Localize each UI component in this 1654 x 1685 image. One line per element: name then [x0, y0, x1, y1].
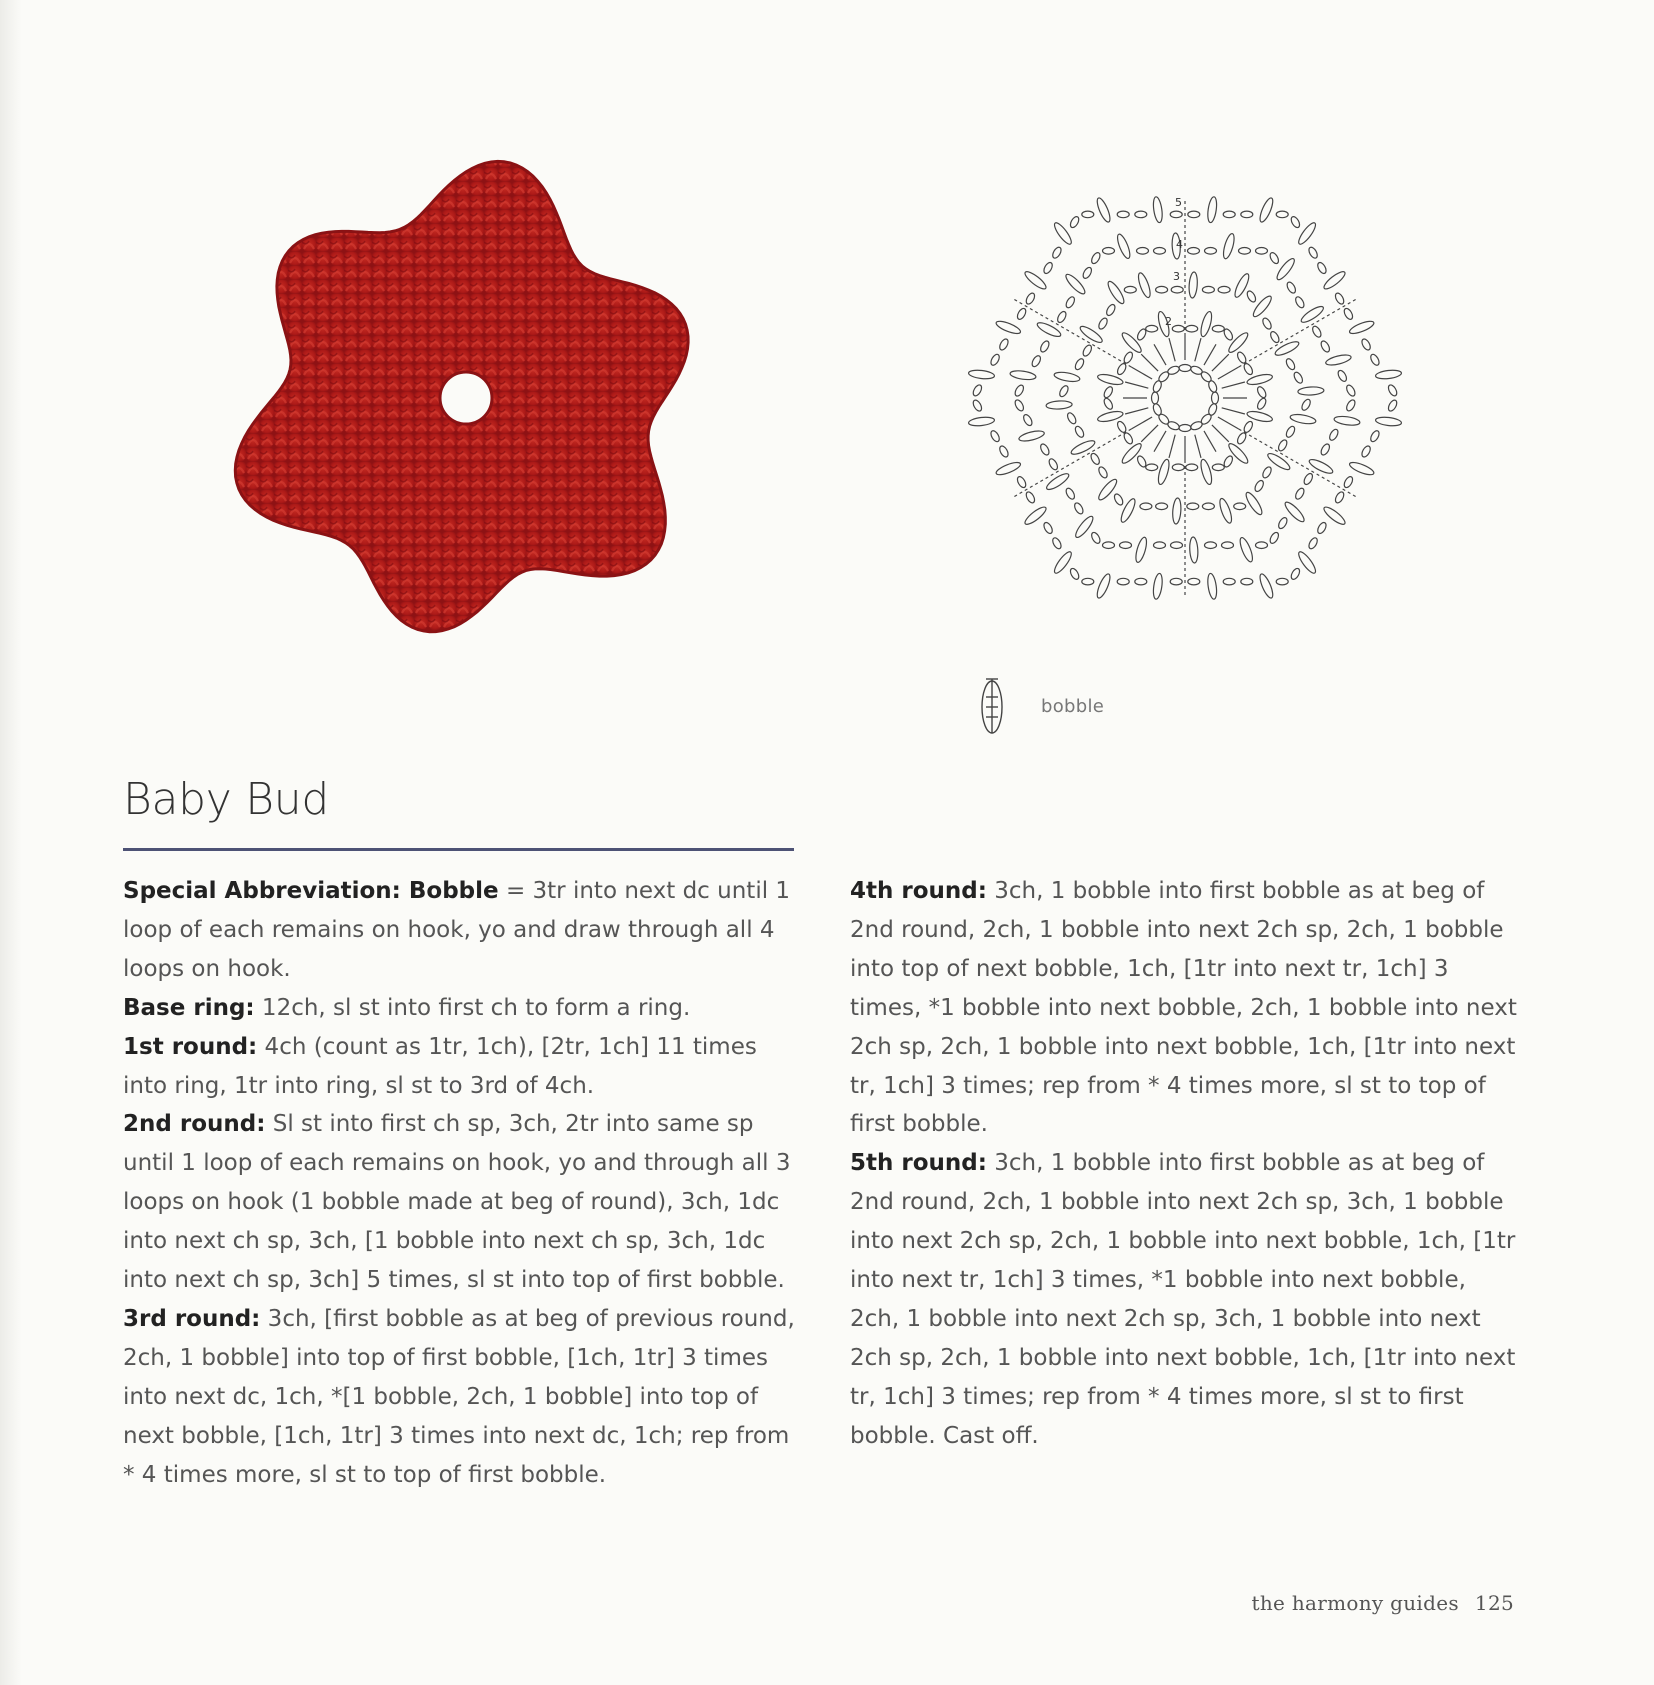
page-footer — [1252, 1591, 1514, 1615]
instructions-right-column — [850, 872, 1520, 1456]
diagram-round-label: 5 — [1175, 196, 1182, 209]
book-name: the harmony guides — [1251, 1591, 1459, 1615]
diagram-legend — [975, 675, 1175, 745]
motif-photo — [190, 140, 730, 680]
instruction-paragraph: 4th round: 3ch, 1 bobble into first bobble as at beg of 2nd round, 2ch, 1 bobble into next 2ch sp, 2ch, 1 bobble into top of next bobble, 1ch, [1tr into next tr, 1ch] 3 times, *1 bobble into next bobble, 2ch, 1 bobble into next 2ch sp, 2ch, 1 bobble into next bobble, 1ch, [1tr into next tr, 1ch] 3 times; rep from * 4 times more, sl st to top of first bobble. — [850, 878, 1517, 1138]
diagram-round-label: 4 — [1176, 238, 1183, 251]
diagram-round-label: 3 — [1173, 270, 1180, 283]
legend-label: bobble — [1041, 696, 1105, 717]
instruction-paragraph: 5th round: 3ch, 1 bobble into first bobble as at beg of 2nd round, 2ch, 1 bobble into next 2ch sp, 3ch, 1 bobble into next 2ch sp, 2ch, 1 bobble into next bobble, 1ch, [1tr into next tr, 1ch] 3 times, *1 bobble into next bobble, 2ch, 1 bobble into next 2ch sp, 3ch, 1 bobble into next 2ch sp, 2ch, 1 bobble into next bobble, 1ch, [1tr into next tr, 1ch] 3 times; rep from * 4 times more, sl st to first bobble. Cast off. — [850, 1150, 1516, 1449]
instruction-paragraph: 1st round: 4ch (count as 1tr, 1ch), [2tr, 1ch] 11 times into ring, 1tr into ring, sl st to 3rd of 4ch. — [123, 1033, 757, 1099]
stitch-diagram — [960, 150, 1410, 650]
page-number: 125 — [1474, 1591, 1514, 1615]
pattern-title: Baby Bud — [123, 774, 329, 825]
page-gutter — [0, 0, 22, 1685]
motif-center-hole — [440, 372, 492, 424]
title-rule — [123, 848, 794, 851]
instruction-paragraph: Special Abbreviation: Bobble = 3tr into next dc until 1 loop of each remains on hook, yo and draw through all 4 loops on hook. — [123, 878, 791, 982]
diagram-round-label: 2 — [1165, 315, 1172, 328]
instruction-paragraph: 2nd round: Sl st into first ch sp, 3ch, 2tr into same sp until 1 loop of each remains on hook, yo and through all 3 loops on hook (1 bobble made at beg of round), 3ch, 1dc into next ch sp, 3ch, [1 bobble into next ch sp, 3ch, 1dc into next ch sp, 3ch] 5 times, sl st into top of first bobble. — [123, 1111, 791, 1294]
instruction-paragraph: 3rd round: 3ch, [first bobble as at beg of previous round, 2ch, 1 bobble] into top of first bobble, [1ch, 1tr] 3 times into next dc, 1ch, *[1 bobble, 2ch, 1 bobble] into top of next bobble, [1ch, 1tr] 3 times into next dc, 1ch; rep from * 4 times more, sl st to top of first bobble. — [123, 1305, 795, 1488]
bobble-symbol-icon — [975, 675, 1009, 739]
instruction-paragraph: Base ring: 12ch, sl st into first ch to form a ring. — [123, 994, 691, 1021]
instructions-left-column — [123, 872, 795, 1495]
